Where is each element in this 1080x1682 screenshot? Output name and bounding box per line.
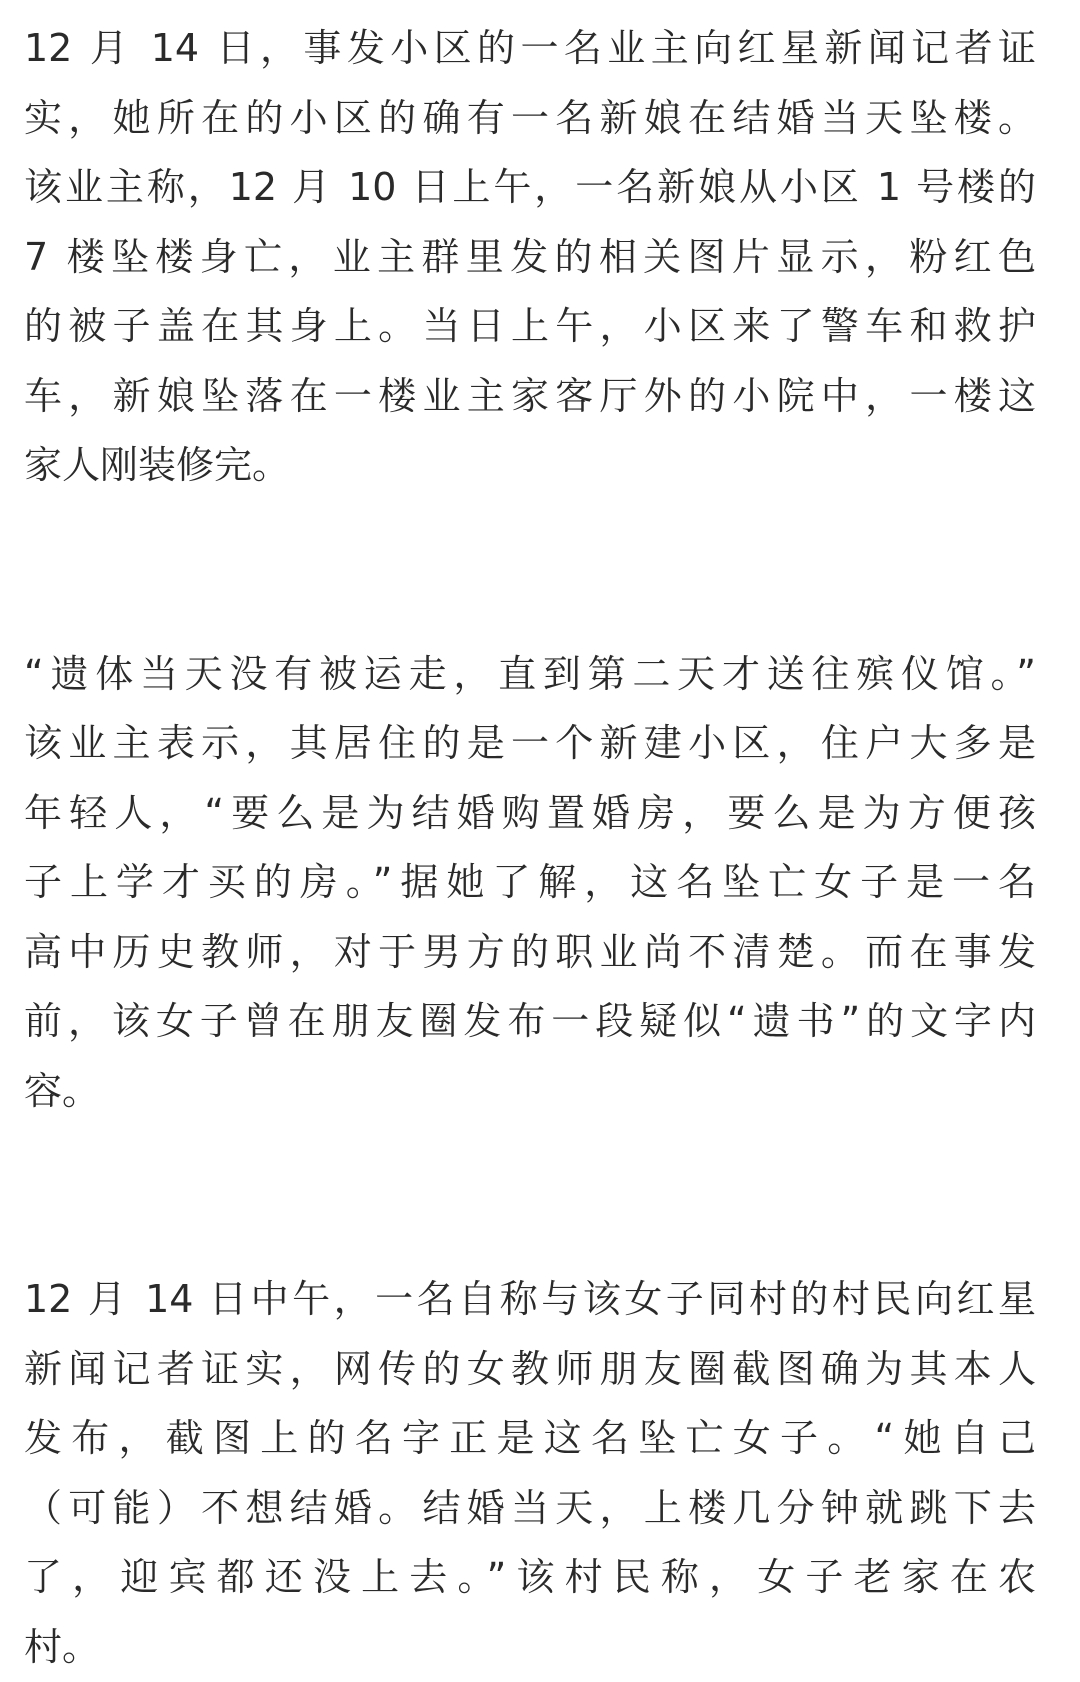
text-line: 12 月 14 日，事发小区的一名业主向红星新闻记者证 [24, 14, 1036, 84]
text-line: 7 楼坠楼身亡，业主群里发的相关图片显示，粉红色 [24, 223, 1036, 293]
text-line: 前，该女子曾在朋友圈发布一段疑似“遗书”的文字内 [24, 987, 1036, 1057]
paragraph-1 [24, 14, 1036, 501]
text-line: 了，迎宾都还没上去。”该村民称，女子老家在农 [24, 1543, 1036, 1613]
text-line: 村。 [24, 1613, 1036, 1682]
text-line: 该业主表示，其居住的是一个新建小区，住户大多是 [24, 709, 1036, 779]
article-body [24, 14, 1036, 1682]
text-line: 的被子盖在其身上。当日上午，小区来了警车和救护 [24, 292, 1036, 362]
paragraph-spacer [24, 501, 1036, 640]
text-line: “遗体当天没有被运走，直到第二天才送往殡仪馆。” [24, 640, 1036, 710]
text-line: 子上学才买的房。”据她了解，这名坠亡女子是一名 [24, 848, 1036, 918]
text-line: （可能）不想结婚。结婚当天，上楼几分钟就跳下去 [24, 1474, 1036, 1544]
text-line: 家人刚装修完。 [24, 431, 1036, 501]
text-line: 新闻记者证实，网传的女教师朋友圈截图确为其本人 [24, 1335, 1036, 1405]
text-line: 高中历史教师，对于男方的职业尚不清楚。而在事发 [24, 918, 1036, 988]
paragraph-3 [24, 1265, 1036, 1682]
paragraph-spacer [24, 1126, 1036, 1265]
text-line: 发布，截图上的名字正是这名坠亡女子。“她自己 [24, 1404, 1036, 1474]
text-line: 12 月 14 日中午，一名自称与该女子同村的村民向红星 [24, 1265, 1036, 1335]
paragraph-2 [24, 640, 1036, 1127]
text-line: 车，新娘坠落在一楼业主家客厅外的小院中，一楼这 [24, 362, 1036, 432]
text-line: 实，她所在的小区的确有一名新娘在结婚当天坠楼。 [24, 84, 1036, 154]
text-line: 年轻人，“要么是为结婚购置婚房，要么是为方便孩 [24, 779, 1036, 849]
text-line: 该业主称，12 月 10 日上午，一名新娘从小区 1 号楼的 [24, 153, 1036, 223]
text-line: 容。 [24, 1057, 1036, 1127]
